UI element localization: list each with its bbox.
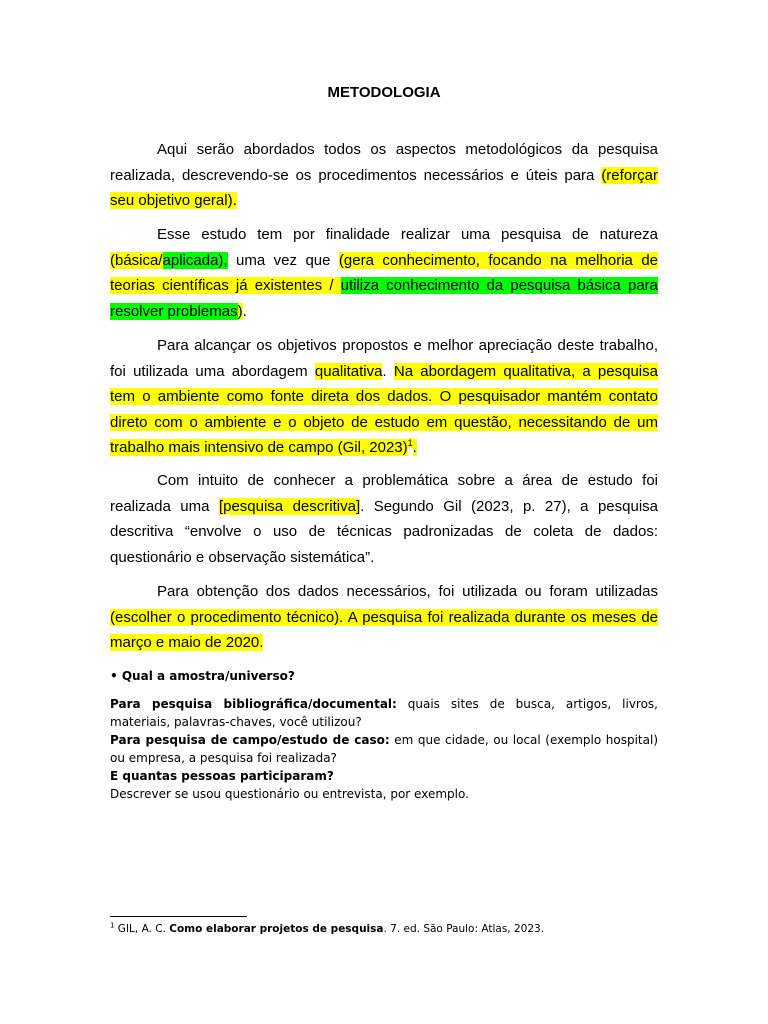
note-4-text: Descrever se usou questionário ou entrevista, por exemplo. [110,787,469,801]
footnote [110,921,670,937]
p5-highlight-yellow: (escolher o procedimento técnico). A pesquisa foi realizada durante os meses de março e maio de 2020. [110,608,658,651]
p4-text-2: . Segundo Gil (2023, p. 27), a pesquisa descritiva “envolve o uso de técnicas padronizadas de coleta de dados: questionário e observação sistemática”. [110,497,658,566]
paragraph-1 [110,137,658,214]
paragraph-5 [110,579,658,656]
footnote-number: 1 [110,921,115,930]
paragraph-2 [110,222,658,324]
footnote-divider [110,916,247,917]
p2-highlight-green-2: utiliza conhecimento da pesquisa básica para resolver problemas [110,277,658,320]
p2-text-2: uma vez que [227,251,339,269]
p4-highlight-yellow: [pesquisa descritiva] [218,497,361,515]
footnote-reference: 1 [407,438,413,448]
footnote-book-title: Como elaborar projetos de pesquisa [169,923,384,935]
p2-highlight-yellow-1: (básica/ [110,251,163,269]
p1-highlight-yellow: (reforçar seu objetivo geral). [110,166,658,209]
p3-text-1: Para alcançar os objetivos propostos e melhor apreciação deste trabalho, foi utilizada uma abordagem [110,337,658,380]
footnote-text-1: GIL, A. C. [114,923,170,935]
p5-text: Para obtenção dos dados necessários, foi utilizada ou foram utilizadas [157,583,658,600]
note-1-label: Para pesquisa bibliográfica/documental: [110,697,397,711]
p3-highlight-yellow-2: Na abordagem qualitativa, a pesquisa tem o ambiente como fonte direta dos dados. O pesquisador mantém contato direto com o ambiente e o objeto de estudo em questão, necessitando de um trabalho mais intensivo de campo (Gil, 2023) [110,362,658,456]
p2-text-1: Esse estudo tem por finalidade realizar uma pesquisa de natureza [157,226,658,243]
note-1-text: quais sites de busca, artigos, livros, materiais, palavras-chaves, você utilizou? [110,697,658,729]
footnote-text-2: . 7. ed. São Paulo: Atlas, 2023. [383,923,545,935]
p2-highlight-yellow-3: ) [237,302,243,320]
p3-text-2: . [382,362,394,380]
method-notes [110,695,658,803]
p4-text-1: Com intuito de conhecer a problemática sobre a área de estudo foi realizada uma [110,472,658,515]
note-2-label: Para pesquisa de campo/estudo de caso: [110,733,390,747]
note-2-text: em que cidade, ou local (exemplo hospital) ou empresa, a pesquisa foi realizada? [110,733,658,765]
p2-text-3: . [242,302,247,320]
p1-text: Aqui serão abordados todos os aspectos metodológicos da pesquisa realizada, descrevendo-se os procedimentos necessários e úteis para [110,141,658,184]
page-title: METODOLOGIA [327,84,441,101]
note-3-label: E quantas pessoas participaram? [110,769,334,783]
bullet-question: • Qual a amostra/universo? [110,669,295,683]
paragraph-3 [110,333,658,461]
p3-highlight-yellow-3: . [412,439,417,456]
p2-highlight-yellow-2: (gera conhecimento, focando na melhoria de teorias científicas já existentes / [110,251,659,294]
p3-highlight-yellow-1: qualitativa [314,362,383,380]
p2-highlight-green-1: aplicada), [162,251,228,269]
paragraph-4 [110,468,658,570]
